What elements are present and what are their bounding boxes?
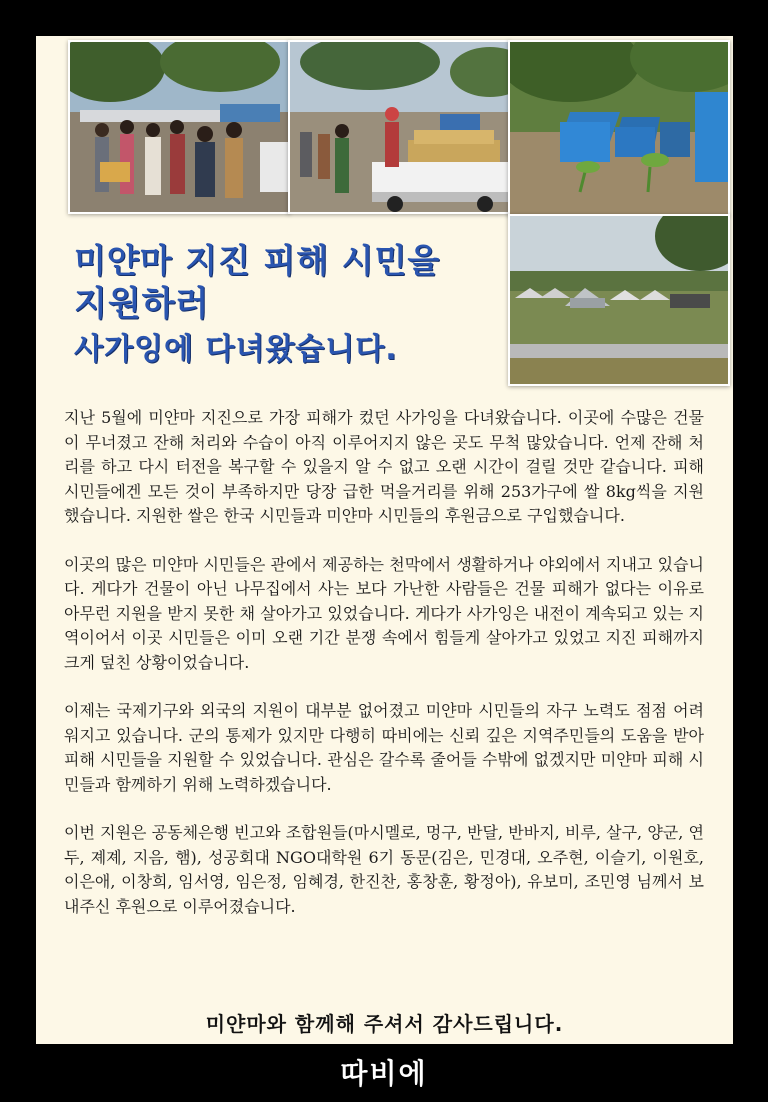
photo-tent-camp-field <box>508 214 730 386</box>
photo-blue-tents <box>508 40 730 216</box>
organization-name: 따비에 <box>340 1057 428 1090</box>
headline <box>74 241 494 367</box>
headline-line-1: 미얀마 지진 피해 시민을 <box>74 241 441 280</box>
thank-you-line: 미얀마와 함께해 주셔서 감사드립니다. <box>205 1012 564 1036</box>
paragraph-3: 이제는 국제기구와 외국의 지원이 대부분 없어졌고 미얀마 시민들의 자구 노력도 점점 어려워지고 있습니다. 군의 통제가 있지만 다행히 따비에는 신뢰 깊은 지역주민들의 도움을 받아 피해 시민들을 지원할 수 있었습니다. 관심은 갈수록 줄어들 수밖에 없겠지만 미얀마 피해 시민들과 함께하기 위해 노력하겠습니다. <box>64 701 704 794</box>
paragraph-2: 이곳의 많은 미얀마 시민들은 관에서 제공하는 천막에서 생활하거나 야외에서 지내고 있습니다. 게다가 건물이 아닌 나무집에서 사는 보다 가난한 사람들은 건물 피해가 없다는 이유로 아무런 지원을 받지 못한 채 살아가고 있었습니다. 게다가 사가잉은 내전이 계속되고 있는 지역이어서 이곳 시민들은 이미 오랜 기간 분쟁 속에서 힘들게 살아가고 있었고 지진 피해까지 크게 덮친 상황이었습니다. <box>64 554 704 672</box>
paragraph-4: 이번 지원은 공동체은행 빈고와 조합원들(마시멜로, 멍구, 반달, 반바지, 비루, 살구, 양군, 연두, 졔졔, 지음, 햄), 성공회대 NGO대학원 6기 동문(김은, 민경대, 오주현, 이슬기, 이원호, 이은애, 이창희, 임서영, 임은정, 임혜경, 한진찬, 홍창훈, 황정아), 유보미, 조민영 님께서 보내주신 후원으로 이루어졌습니다. <box>64 823 704 916</box>
photo-rice-truck <box>288 40 510 214</box>
headline-line-3: 사가잉에 다녀왔습니다. <box>74 332 398 367</box>
photo-rice-distribution-crowd <box>68 40 290 214</box>
poster-card <box>36 36 733 1044</box>
body-text <box>64 406 704 919</box>
paragraph-1: 지난 5월에 미얀마 지진으로 가장 피해가 컸던 사가잉을 다녀왔습니다. 이곳에 수많은 건물이 무너졌고 잔해 처리와 수습이 아직 이루어지지 않은 곳도 무척 많았습니다. 언제 잔해 처리를 하고 다시 터전을 복구할 수 있을지 알 수 없고 오랜 시간이 걸릴 것만 같습니다. 피해 시민들에겐 모든 것이 부족하지만 당장 급한 먹을거리를 위해 253가구에 쌀 8kg씩을 지원했습니다. 지원한 쌀은 한국 시민들과 미얀마 시민들의 후원금으로 구입했습니다. <box>64 408 704 525</box>
headline-line-2: 지원하러 <box>74 284 210 324</box>
